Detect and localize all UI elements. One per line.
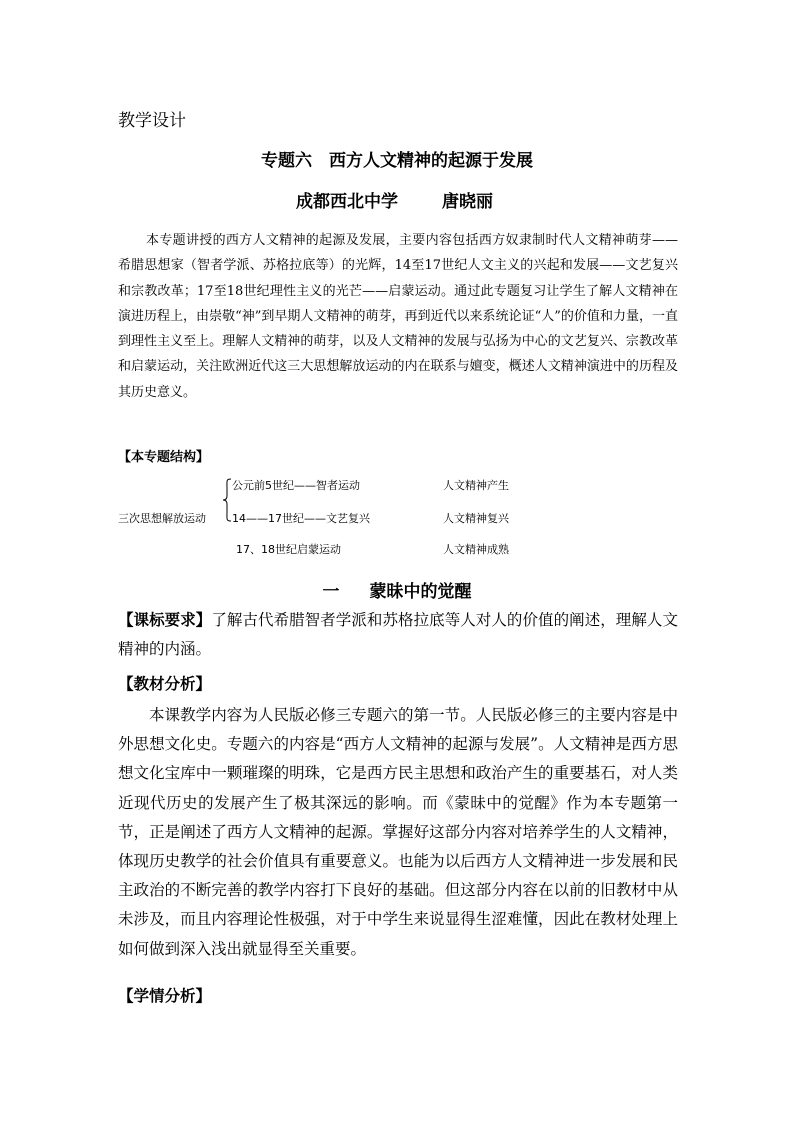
- section-title: 蒙昧中的觉醒: [369, 582, 472, 602]
- structure-diagram: [118, 474, 558, 560]
- intro-text: 本专题讲授的西方人文精神的起源及发展，主要内容包括西方奴隶制时代人文精神萌芽——希腊思想家（智者学派、苏格拉底等）的光辉，14至17世纪人文主义的兴起和发展——文艺复兴和宗教改革；17至18世纪理性主义的光芒——启蒙运动。通过此专题复习让学生了解人文精神在演进历程上，由崇敬“神”到早期人文精神的萌芽，再到近代以来系统论证“人”的价值和力量，一直到理性主义至上。理解人文精神的萌芽，以及人文精神的发展与弘扬为中心的文艺复兴、宗教改革和启蒙运动，关注欧洲近代这三大思想解放运动的内在联系与嬗变，概述人文精神演进中的历程及其历史意义。: [118, 233, 678, 400]
- author-school: 成都西北中学: [296, 192, 398, 212]
- structure-result-2: 人文精神复兴: [443, 512, 509, 525]
- structure-period-2: 14——17世纪——文艺复兴: [232, 512, 370, 525]
- structure-period-1: 公元前5世纪——智者运动: [232, 479, 360, 492]
- structure-result-3: 人文精神成熟: [443, 543, 509, 556]
- structure-result-1: 人文精神产生: [443, 479, 509, 492]
- structure-root: 三次思想解放运动: [118, 512, 206, 525]
- textbook-block: [118, 701, 678, 964]
- textbook-label: 【教材分析】: [118, 675, 212, 693]
- intro-paragraph: [118, 228, 678, 405]
- brace-icon: [222, 478, 232, 522]
- curriculum-text: 了解古代希腊智者学派和苏格拉底等人对人的价值的阐述，理解人文精神的内涵。: [118, 611, 678, 659]
- textbook-text: 本课教学内容为人民版必修三专题六的第一节。人民版必修三的主要内容是中外思想文化史。专题六的内容是“西方人文精神的起源与发展”。人文精神是西方思想文化宝库中一颗璀璨的明珠，它是西方民主思想和政治产生的重要基石，对人类近现代历史的发展产生了极其深远的影响。而《蒙昧中的觉醒》作为本专题第一节，正是阐述了西方人文精神的起源。掌握好这部分内容对培养学生的人文精神，体现历史教学的社会价值具有重要意义。也能为以后西方人文精神进一步发展和民主政治的不断完善的教学内容打下良好的基础。但这部分内容在以前的旧教材中从未涉及，而且内容理论性极强，对于中学生来说显得生涩难懂，因此在教材处理上如何做到深入浅出就显得至关重要。: [118, 706, 678, 958]
- author-line: [296, 187, 493, 212]
- author-name: 唐晓丽: [442, 192, 493, 212]
- students-label: 【学情分析】: [118, 987, 212, 1005]
- document-type-label: 教学设计: [118, 111, 186, 131]
- section-heading: [0, 577, 794, 602]
- structure-label: 【本专题结构】: [118, 450, 210, 465]
- curriculum-label: 【课标要求】: [118, 611, 212, 629]
- topic-title: 专题六 西方人文精神的起源于发展: [261, 151, 533, 171]
- section-number: 一: [322, 582, 340, 602]
- structure-period-3: 17、18世纪启蒙运动: [236, 543, 341, 556]
- curriculum-paragraph: [118, 606, 678, 664]
- curriculum-block: [118, 606, 678, 664]
